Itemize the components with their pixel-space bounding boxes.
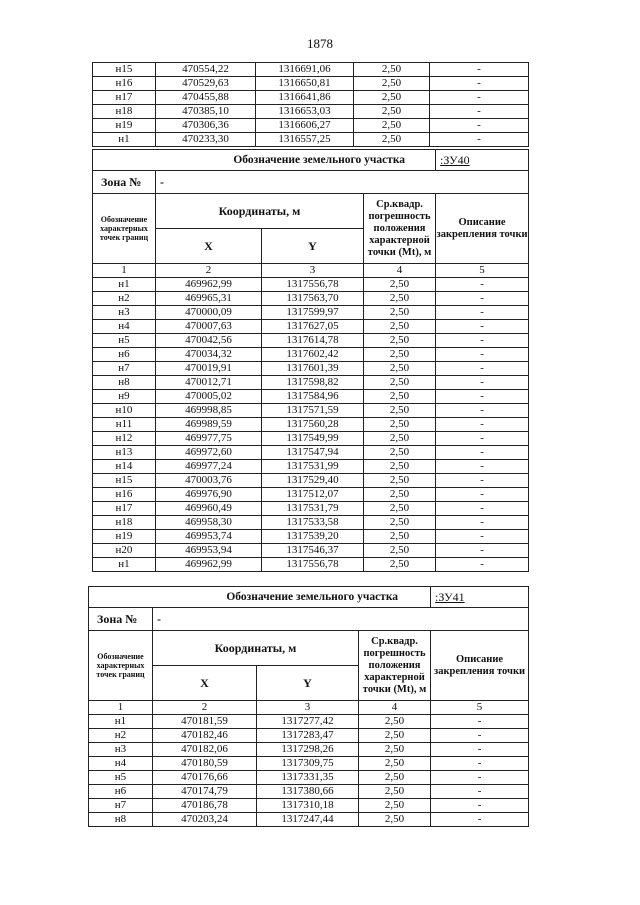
description: - (431, 757, 529, 771)
description: - (436, 348, 529, 362)
coord-x: 470174,79 (153, 785, 257, 799)
coord-x: 469977,24 (156, 460, 262, 474)
accuracy: 2,50 (364, 488, 436, 502)
accuracy: 2,50 (364, 432, 436, 446)
header-num: 5 (431, 701, 529, 715)
header-num: 4 (364, 264, 436, 278)
accuracy: 2,50 (364, 502, 436, 516)
header-x: X (153, 666, 257, 701)
accuracy: 2,50 (354, 133, 430, 147)
point-id: н6 (93, 348, 156, 362)
coord-y: 1316691,06 (256, 63, 354, 77)
point-id: н3 (89, 743, 153, 757)
table-row (93, 320, 529, 334)
table-row (93, 362, 529, 376)
table-row (93, 105, 529, 119)
description: - (436, 376, 529, 390)
accuracy: 2,50 (364, 320, 436, 334)
accuracy: 2,50 (364, 376, 436, 390)
point-id: н19 (93, 530, 156, 544)
description: - (436, 278, 529, 292)
coord-x: 470003,76 (156, 474, 262, 488)
page-number: 1878 (307, 36, 333, 51)
point-id: н17 (93, 502, 156, 516)
header-num: 3 (257, 701, 359, 715)
coord-y: 1317547,94 (262, 446, 364, 460)
description: - (430, 63, 529, 77)
description: - (430, 91, 529, 105)
coord-x: 470007,63 (156, 320, 262, 334)
description: - (431, 785, 529, 799)
description: - (436, 362, 529, 376)
accuracy: 2,50 (354, 119, 430, 133)
coord-y: 1317298,26 (257, 743, 359, 757)
description: - (431, 715, 529, 729)
description: - (436, 530, 529, 544)
coord-x: 469972,60 (156, 446, 262, 460)
coord-y: 1317601,39 (262, 362, 364, 376)
table-row (93, 530, 529, 544)
coord-x: 469998,85 (156, 404, 262, 418)
coord-x: 470181,59 (153, 715, 257, 729)
table-row (93, 334, 529, 348)
table-row (93, 432, 529, 446)
description: - (436, 460, 529, 474)
accuracy: 2,50 (364, 460, 436, 474)
accuracy: 2,50 (354, 105, 430, 119)
table-row (93, 133, 529, 147)
coord-x: 470019,91 (156, 362, 262, 376)
accuracy: 2,50 (364, 278, 436, 292)
point-id: н10 (93, 404, 156, 418)
coord-y: 1316653,03 (256, 105, 354, 119)
table-row (93, 91, 529, 105)
description: - (436, 446, 529, 460)
description: - (431, 743, 529, 757)
header-num: 1 (93, 264, 156, 278)
table-row (93, 516, 529, 530)
table-row (93, 418, 529, 432)
description: - (431, 813, 529, 827)
table-row (93, 488, 529, 502)
table-row (93, 278, 529, 292)
accuracy: 2,50 (364, 418, 436, 432)
coord-x: 470012,71 (156, 376, 262, 390)
description: - (430, 133, 529, 147)
description: - (436, 502, 529, 516)
header-num: 2 (153, 701, 257, 715)
coord-x: 470180,59 (153, 757, 257, 771)
accuracy: 2,50 (364, 306, 436, 320)
point-id: н15 (93, 474, 156, 488)
point-id: н1 (89, 715, 153, 729)
accuracy: 2,50 (364, 348, 436, 362)
table-row (93, 404, 529, 418)
coord-x: 470529,63 (156, 77, 256, 91)
point-id: н16 (93, 488, 156, 502)
header-description: Описание закрепления точки (431, 631, 529, 701)
point-id: н12 (93, 432, 156, 446)
header-x: X (156, 229, 262, 264)
point-id: н11 (93, 418, 156, 432)
point-id: н1 (93, 133, 156, 147)
description: - (436, 516, 529, 530)
point-id: н14 (93, 460, 156, 474)
coord-x: 469976,90 (156, 488, 262, 502)
description: - (430, 105, 529, 119)
coord-y: 1316606,27 (256, 119, 354, 133)
accuracy: 2,50 (364, 390, 436, 404)
coord-x: 470554,22 (156, 63, 256, 77)
table-row (93, 292, 529, 306)
coord-y: 1317599,97 (262, 306, 364, 320)
header-description: Описание закрепления точки (436, 194, 529, 264)
coord-y: 1317283,47 (257, 729, 359, 743)
parcel-zu40-table (92, 149, 529, 572)
header-num: 4 (359, 701, 431, 715)
coord-x: 469962,99 (156, 558, 262, 572)
table-row (93, 348, 529, 362)
table-row (93, 544, 529, 558)
point-id: н20 (93, 544, 156, 558)
accuracy: 2,50 (364, 530, 436, 544)
table-row (93, 558, 529, 572)
accuracy: 2,50 (359, 771, 431, 785)
point-id: н16 (93, 77, 156, 91)
header-accuracy: Ср.квадр. погрешность положения характерной точки (Mt), м (364, 194, 436, 264)
coord-x: 469977,75 (156, 432, 262, 446)
coord-x: 470306,36 (156, 119, 256, 133)
description: - (436, 292, 529, 306)
coord-y: 1317584,96 (262, 390, 364, 404)
accuracy: 2,50 (354, 77, 430, 91)
table-row (89, 743, 529, 757)
coord-y: 1317546,37 (262, 544, 364, 558)
description: - (436, 390, 529, 404)
accuracy: 2,50 (364, 292, 436, 306)
table-row (93, 502, 529, 516)
point-id: н7 (89, 799, 153, 813)
table-row (93, 460, 529, 474)
table-row (93, 376, 529, 390)
header-num: 2 (156, 264, 262, 278)
table-row (93, 63, 529, 77)
coord-x: 469958,30 (156, 516, 262, 530)
coord-x: 470203,24 (153, 813, 257, 827)
table-row (89, 715, 529, 729)
coord-y: 1317556,78 (262, 278, 364, 292)
table-row (89, 799, 529, 813)
accuracy: 2,50 (364, 446, 436, 460)
description: - (430, 119, 529, 133)
accuracy: 2,50 (354, 91, 430, 105)
point-id: н8 (93, 376, 156, 390)
coord-y: 1317277,42 (257, 715, 359, 729)
accuracy: 2,50 (359, 757, 431, 771)
coord-y: 1317310,18 (257, 799, 359, 813)
coord-y: 1317331,35 (257, 771, 359, 785)
coord-y: 1317531,99 (262, 460, 364, 474)
coord-y: 1317512,07 (262, 488, 364, 502)
coord-x: 470186,78 (153, 799, 257, 813)
coord-y: 1317539,20 (262, 530, 364, 544)
point-id: н17 (93, 91, 156, 105)
table-row (93, 474, 529, 488)
table-row (93, 306, 529, 320)
header-y: Y (257, 666, 359, 701)
description: - (436, 432, 529, 446)
point-id: н18 (93, 105, 156, 119)
description: - (430, 77, 529, 91)
coord-x: 470034,32 (156, 348, 262, 362)
point-id: н3 (93, 306, 156, 320)
coord-y: 1317598,82 (262, 376, 364, 390)
header-point: Обозначение характерных точек границ (89, 631, 153, 701)
coord-y: 1317614,78 (262, 334, 364, 348)
accuracy: 2,50 (364, 558, 436, 572)
coord-x: 470182,46 (153, 729, 257, 743)
accuracy: 2,50 (359, 813, 431, 827)
coord-x: 469960,49 (156, 502, 262, 516)
coord-x: 470455,88 (156, 91, 256, 105)
header-point: Обозначение характерных точек границ (93, 194, 156, 264)
coord-y: 1317529,40 (262, 474, 364, 488)
accuracy: 2,50 (364, 362, 436, 376)
point-id: н8 (89, 813, 153, 827)
point-id: н13 (93, 446, 156, 460)
table-row (93, 446, 529, 460)
zone-label: Зона № (89, 608, 153, 631)
point-id: н7 (93, 362, 156, 376)
table-row (93, 119, 529, 133)
table-row (89, 813, 529, 827)
table-row (89, 785, 529, 799)
coord-y: 1317627,05 (262, 320, 364, 334)
description: - (436, 418, 529, 432)
coordinates-table-continued (92, 62, 529, 147)
description: - (431, 729, 529, 743)
zone-value: - (156, 171, 529, 194)
coord-x: 469962,99 (156, 278, 262, 292)
table-row (89, 757, 529, 771)
coord-x: 470233,30 (156, 133, 256, 147)
coord-y: 1317531,79 (262, 502, 364, 516)
accuracy: 2,50 (364, 516, 436, 530)
accuracy: 2,50 (359, 743, 431, 757)
coord-x: 470000,09 (156, 306, 262, 320)
parcel-code: :ЗУ41 (431, 587, 529, 608)
accuracy: 2,50 (359, 799, 431, 813)
table-row (89, 771, 529, 785)
zone-value: - (153, 608, 529, 631)
point-id: н2 (93, 292, 156, 306)
description: - (436, 488, 529, 502)
accuracy: 2,50 (359, 715, 431, 729)
coord-x: 470182,06 (153, 743, 257, 757)
coord-y: 1317571,59 (262, 404, 364, 418)
point-id: н19 (93, 119, 156, 133)
coord-y: 1316641,86 (256, 91, 354, 105)
coord-y: 1316557,25 (256, 133, 354, 147)
coord-x: 470176,66 (153, 771, 257, 785)
description: - (436, 474, 529, 488)
point-id: н1 (93, 558, 156, 572)
zone-label: Зона № (93, 171, 156, 194)
header-accuracy: Ср.квадр. погрешность положения характерной точки (Mt), м (359, 631, 431, 701)
description: - (431, 799, 529, 813)
description: - (436, 404, 529, 418)
coord-x: 470385,10 (156, 105, 256, 119)
coord-y: 1317380,66 (257, 785, 359, 799)
coord-x: 470005,02 (156, 390, 262, 404)
description: - (436, 544, 529, 558)
accuracy: 2,50 (359, 785, 431, 799)
parcel-label: Обозначение земельного участка (89, 587, 431, 608)
coord-y: 1317556,78 (262, 558, 364, 572)
description: - (436, 334, 529, 348)
description: - (431, 771, 529, 785)
accuracy: 2,50 (364, 544, 436, 558)
header-coords: Координаты, м (153, 631, 359, 666)
table-row (93, 390, 529, 404)
header-y: Y (262, 229, 364, 264)
point-id: н5 (89, 771, 153, 785)
point-id: н4 (89, 757, 153, 771)
accuracy: 2,50 (364, 334, 436, 348)
coord-x: 469989,59 (156, 418, 262, 432)
accuracy: 2,50 (359, 729, 431, 743)
coord-y: 1317247,44 (257, 813, 359, 827)
coord-y: 1317560,28 (262, 418, 364, 432)
point-id: н18 (93, 516, 156, 530)
accuracy: 2,50 (364, 404, 436, 418)
coord-x: 469953,94 (156, 544, 262, 558)
accuracy: 2,50 (354, 63, 430, 77)
point-id: н4 (93, 320, 156, 334)
description: - (436, 306, 529, 320)
parcel-label: Обозначение земельного участка (93, 150, 436, 171)
coord-y: 1317549,99 (262, 432, 364, 446)
header-num: 3 (262, 264, 364, 278)
point-id: н5 (93, 334, 156, 348)
coord-y: 1317602,42 (262, 348, 364, 362)
table-row (89, 729, 529, 743)
header-coords: Координаты, м (156, 194, 364, 229)
point-id: н6 (89, 785, 153, 799)
point-id: н15 (93, 63, 156, 77)
header-num: 5 (436, 264, 529, 278)
parcel-zu41-table (88, 586, 529, 827)
description: - (436, 320, 529, 334)
table-row (93, 77, 529, 91)
point-id: н9 (93, 390, 156, 404)
coord-x: 470042,56 (156, 334, 262, 348)
point-id: н2 (89, 729, 153, 743)
coord-x: 469953,74 (156, 530, 262, 544)
coord-y: 1317533,58 (262, 516, 364, 530)
coord-y: 1316650,81 (256, 77, 354, 91)
description: - (436, 558, 529, 572)
header-num: 1 (89, 701, 153, 715)
parcel-code: :ЗУ40 (436, 150, 529, 171)
coord-y: 1317309,75 (257, 757, 359, 771)
point-id: н1 (93, 278, 156, 292)
coord-y: 1317563,70 (262, 292, 364, 306)
coord-x: 469965,31 (156, 292, 262, 306)
accuracy: 2,50 (364, 474, 436, 488)
